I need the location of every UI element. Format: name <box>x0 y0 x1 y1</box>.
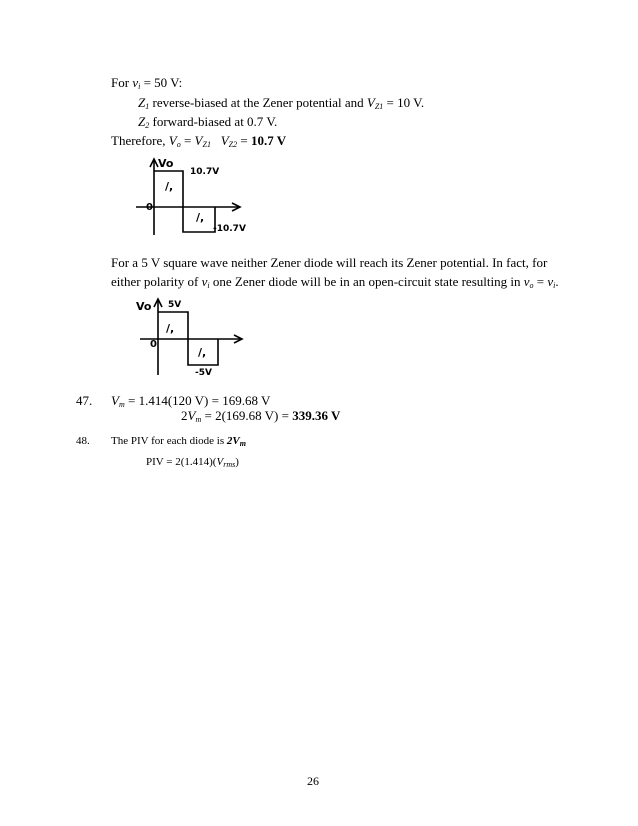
problem48-result: $2V_m$ <box>226 435 246 448</box>
graph2-neg-label: -5V <box>195 368 212 378</box>
graph1-neg-label: -10.7V <box>213 224 246 234</box>
vi-variable-2: $v_i$ <box>547 274 556 290</box>
problem48-line1: The PIV for each diode is $2V_m$ <box>111 435 246 448</box>
graph2-origin-label: 0 <box>150 339 157 350</box>
case1-result: 10.7 V <box>250 133 287 148</box>
problem47-result: 339.36 V <box>292 408 341 423</box>
problem47-line1: $V_m = 1.414(120$ V) = 169.68 V <box>111 393 271 409</box>
vm-variable: $V_m$ <box>111 393 125 409</box>
vo-variable: $V_o$ <box>168 133 181 149</box>
page-number: 26 <box>307 774 319 788</box>
case2-line2: either polarity of $v_i$ one Zener diode will be in an open-circuit state resulting in $v_o = v_i$. <box>111 274 559 290</box>
vrms-variable: $V_{rms}$ <box>216 456 236 469</box>
graph1-slope-mark-upper: /, <box>165 180 174 193</box>
vz2-term: $V_{Z2}$ <box>220 133 238 149</box>
vi-variable: $v_i$ <box>201 274 210 290</box>
case1-therefore-line: Therefore, $V_o = V_{Z1}$ $V_{Z2} = 10.7$ V <box>111 133 287 149</box>
case1-for-line: For $v_i = 50$ V: <box>111 75 183 91</box>
graph1-y-label: Vo <box>158 157 174 170</box>
problem47-line2: $2V_m = 2(169.68$ V) = 339.36 V <box>181 408 341 424</box>
case1-z2-line: $Z_2$ forward-biased at 0.7 V. <box>138 114 278 130</box>
graph2-slope-mark-upper: /, <box>166 322 175 335</box>
graph1-pos-label: 10.7V <box>190 167 220 177</box>
graph2-slope-mark-lower: /, <box>198 346 207 359</box>
vz1-term: $V_{Z1}$ <box>194 133 211 149</box>
graph1-slope-mark-lower: /, <box>196 211 205 224</box>
vo-variable: $v_o$ <box>523 274 534 290</box>
problem47-number: 47. <box>76 393 93 408</box>
problem48-number: 48. <box>76 435 90 447</box>
vz1-variable: $V_{Z1}$ <box>366 95 384 111</box>
problem48-line2: PIV = $2(1.414)(V_{rms})$ <box>146 456 239 469</box>
case2-line1: For a 5 V square wave neither Zener diode will reach its Zener potential. In fact, for <box>111 255 548 270</box>
case1-z1-line: $Z_1$ reverse-biased at the Zener potential and $V_{Z1} = 10$ V. <box>138 95 425 111</box>
vi-variable: $v_i$ <box>132 75 141 91</box>
graph1-origin-label: 0 <box>146 202 153 213</box>
graph2-y-label: Vo <box>136 300 152 313</box>
z1-variable: $Z_1$ <box>138 95 150 111</box>
z2-variable: $Z_2$ <box>138 114 150 130</box>
vm-variable-2: $V_m$ <box>187 408 202 424</box>
graph2-pos-label: 5V <box>168 300 182 310</box>
